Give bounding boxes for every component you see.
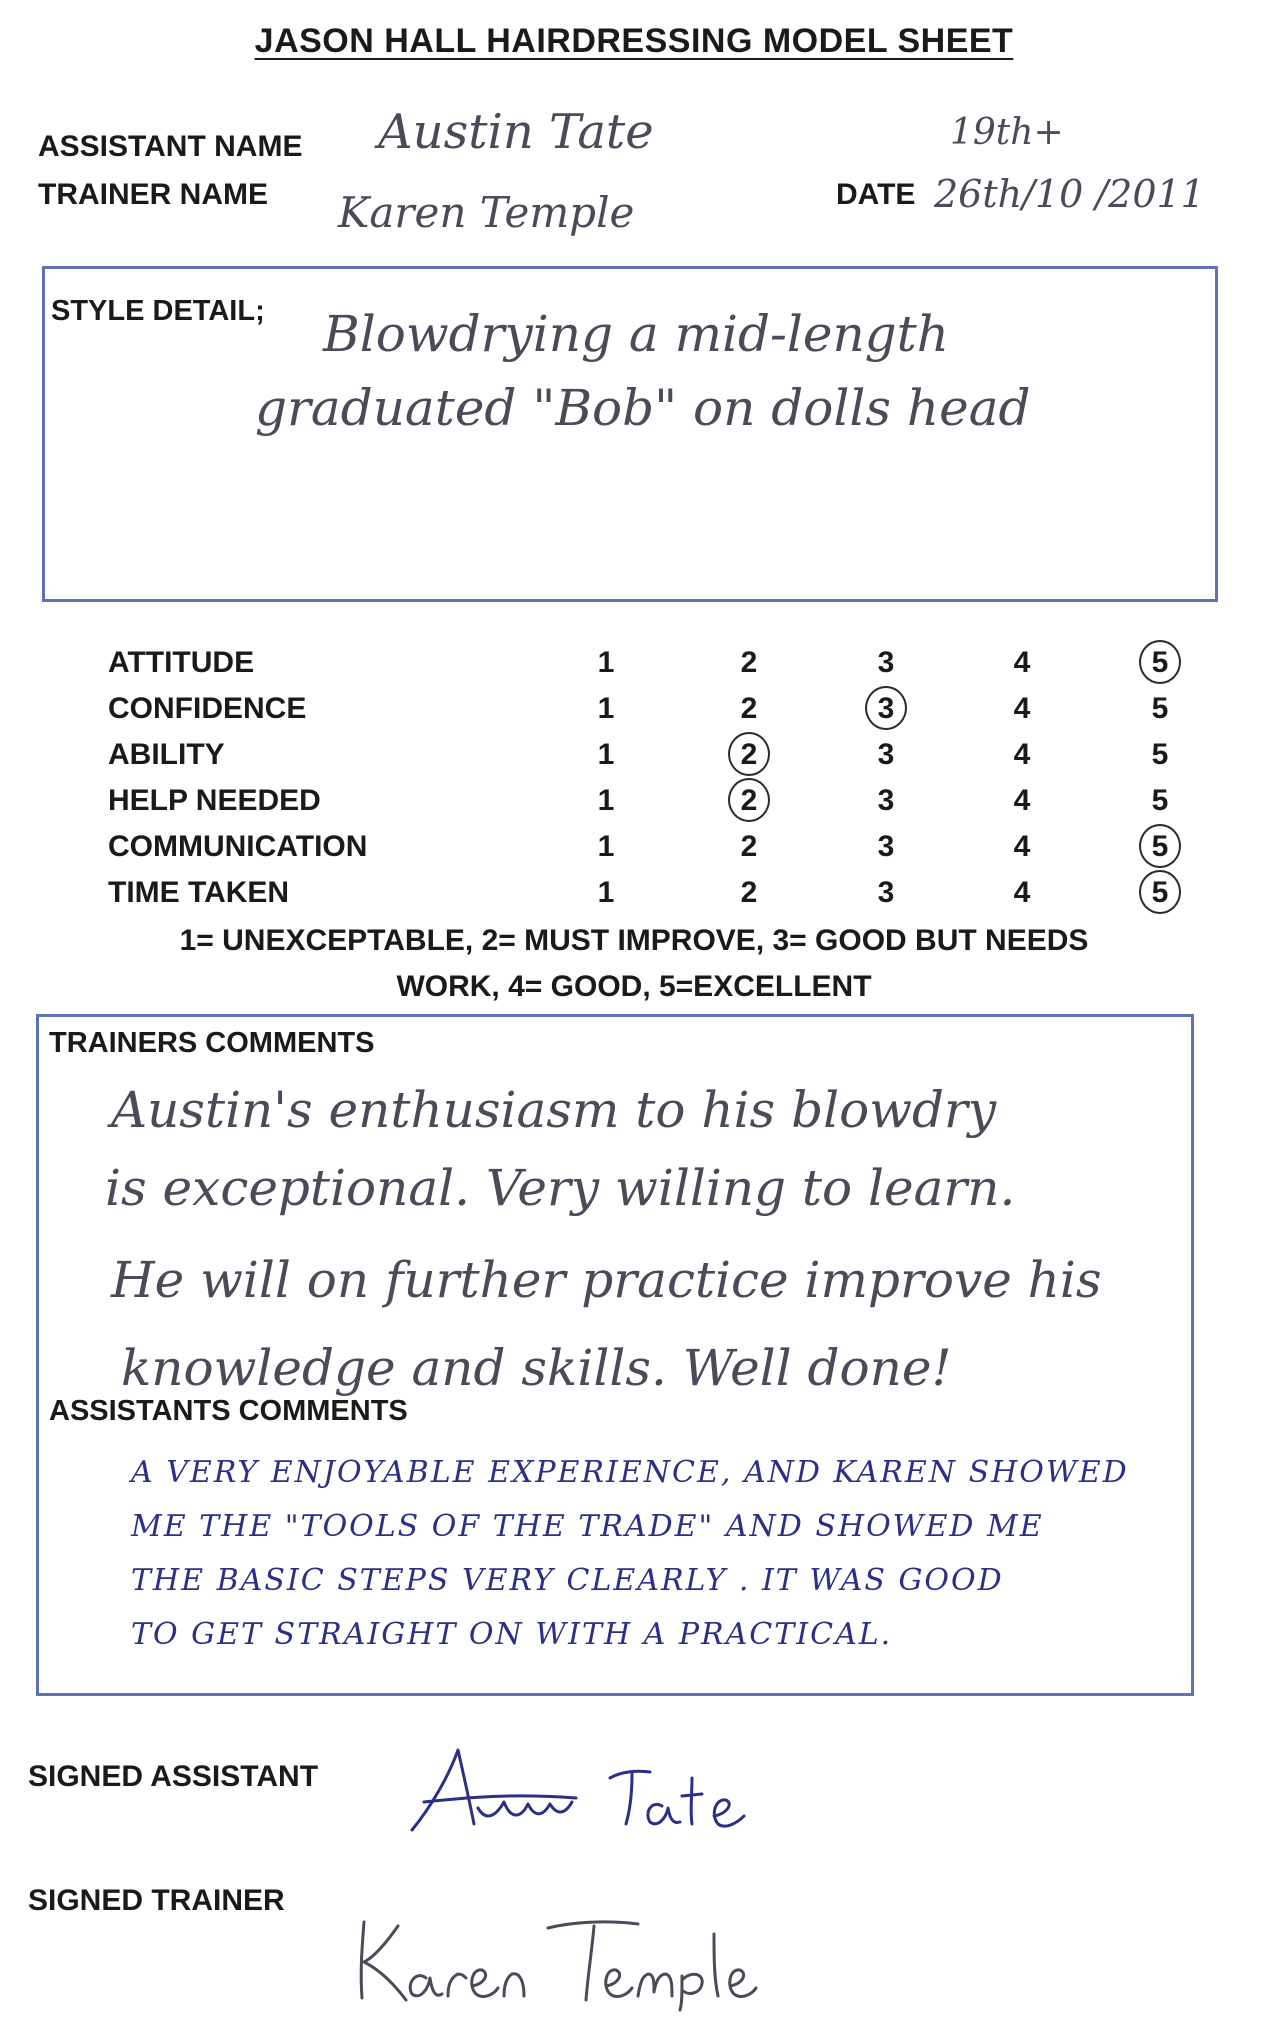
trainers-comment-line: knowledge and skills. Well done! bbox=[121, 1339, 952, 1397]
rating-option: 3 bbox=[877, 646, 895, 679]
rating-row-ability bbox=[0, 734, 1268, 778]
comments-box bbox=[36, 1014, 1194, 1696]
trainer-name-value: Karen Temple bbox=[338, 188, 635, 237]
rating-label: CONFIDENCE bbox=[108, 692, 307, 725]
rating-legend-line-1: 1= UNEXCEPTABLE, 2= MUST IMPROVE, 3= GOOD BUT NEEDS bbox=[179, 924, 1089, 957]
rating-option: 4 bbox=[1013, 646, 1031, 679]
rating-option: 1 bbox=[597, 692, 615, 725]
style-detail-line: graduated "Bob" on dolls head bbox=[255, 379, 1031, 437]
rating-row-attitude bbox=[0, 642, 1268, 686]
rating-option: 5 bbox=[1151, 692, 1169, 725]
rating-option: 5 bbox=[1151, 784, 1169, 817]
rating-option: 4 bbox=[1013, 692, 1031, 725]
rating-option: 2 bbox=[740, 876, 758, 909]
rating-option: 4 bbox=[1013, 784, 1031, 817]
rating-option: 2 bbox=[740, 692, 758, 725]
rating-option: 1 bbox=[597, 784, 615, 817]
assistants-comment-line: A VERY ENJOYABLE EXPERIENCE, AND KAREN SHOWED bbox=[131, 1455, 1129, 1490]
style-detail-label: STYLE DETAIL; bbox=[51, 295, 265, 327]
rating-row-communication bbox=[0, 826, 1268, 870]
rating-row-help-needed bbox=[0, 780, 1268, 824]
date-note: 19th+ bbox=[950, 112, 1064, 153]
rating-option: 2 bbox=[740, 830, 758, 863]
assistant-name-value: Austin Tate bbox=[378, 104, 654, 160]
assistants-comment-line: ME THE "TOOLS OF THE TRADE" AND SHOWED ME bbox=[131, 1509, 1044, 1544]
trainers-comment-line: Austin's enthusiasm to his blowdry bbox=[111, 1081, 997, 1139]
assistant-name-label: ASSISTANT NAME bbox=[38, 130, 303, 163]
rating-option: 4 bbox=[1013, 738, 1031, 771]
sheet-title-text: JASON HALL HAIRDRESSING MODEL SHEET bbox=[254, 22, 1014, 60]
rating-legend-line-2: WORK, 4= GOOD, 5=EXCELLENT bbox=[396, 970, 872, 1003]
rating-option: 5 bbox=[1151, 738, 1169, 771]
rating-option-selected: 5 bbox=[1136, 876, 1184, 910]
rating-option: 1 bbox=[597, 738, 615, 771]
rating-option-selected: 2 bbox=[725, 784, 773, 818]
signed-assistant-label: SIGNED ASSISTANT bbox=[28, 1760, 319, 1793]
rating-option: 2 bbox=[740, 646, 758, 679]
rating-row-confidence bbox=[0, 688, 1268, 732]
rating-option: 1 bbox=[597, 876, 615, 909]
rating-label: ABILITY bbox=[108, 738, 225, 771]
assistant-signature bbox=[400, 1738, 800, 1848]
rating-option: 1 bbox=[597, 646, 615, 679]
assistants-comments-label: ASSISTANTS COMMENTS bbox=[49, 1395, 408, 1427]
rating-option: 4 bbox=[1013, 876, 1031, 909]
date-value: 26th/10 /2011 bbox=[934, 172, 1205, 216]
date-label: DATE bbox=[836, 178, 916, 211]
rating-label: TIME TAKEN bbox=[108, 876, 290, 909]
signed-trainer-label: SIGNED TRAINER bbox=[28, 1884, 285, 1917]
trainer-name-label: TRAINER NAME bbox=[38, 178, 268, 211]
rating-option-selected: 2 bbox=[725, 738, 773, 772]
rating-option-selected: 3 bbox=[862, 692, 910, 726]
rating-option: 4 bbox=[1013, 830, 1031, 863]
rating-row-time-taken bbox=[0, 872, 1268, 916]
sheet-title bbox=[0, 22, 1268, 61]
rating-option-selected: 5 bbox=[1136, 646, 1184, 680]
rating-label: COMMUNICATION bbox=[108, 830, 368, 863]
rating-option: 3 bbox=[877, 876, 895, 909]
rating-label: HELP NEEDED bbox=[108, 784, 321, 817]
trainers-comments-label: TRAINERS COMMENTS bbox=[49, 1027, 375, 1059]
style-detail-box bbox=[42, 266, 1218, 602]
rating-option: 3 bbox=[877, 830, 895, 863]
trainer-signature bbox=[350, 1900, 770, 2010]
rating-option: 1 bbox=[597, 830, 615, 863]
rating-option: 3 bbox=[877, 784, 895, 817]
assistants-comment-line: TO GET STRAIGHT ON WITH A PRACTICAL. bbox=[131, 1617, 893, 1652]
rating-option-selected: 5 bbox=[1136, 830, 1184, 864]
trainers-comment-line: He will on further practice improve his bbox=[111, 1251, 1102, 1309]
style-detail-line: Blowdrying a mid-length bbox=[323, 305, 949, 363]
rating-option: 3 bbox=[877, 738, 895, 771]
assistants-comment-line: THE BASIC STEPS VERY CLEARLY . IT WAS GOOD bbox=[131, 1563, 1004, 1598]
rating-label: ATTITUDE bbox=[108, 646, 255, 679]
trainers-comment-line: is exceptional. Very willing to learn. bbox=[105, 1159, 1016, 1217]
